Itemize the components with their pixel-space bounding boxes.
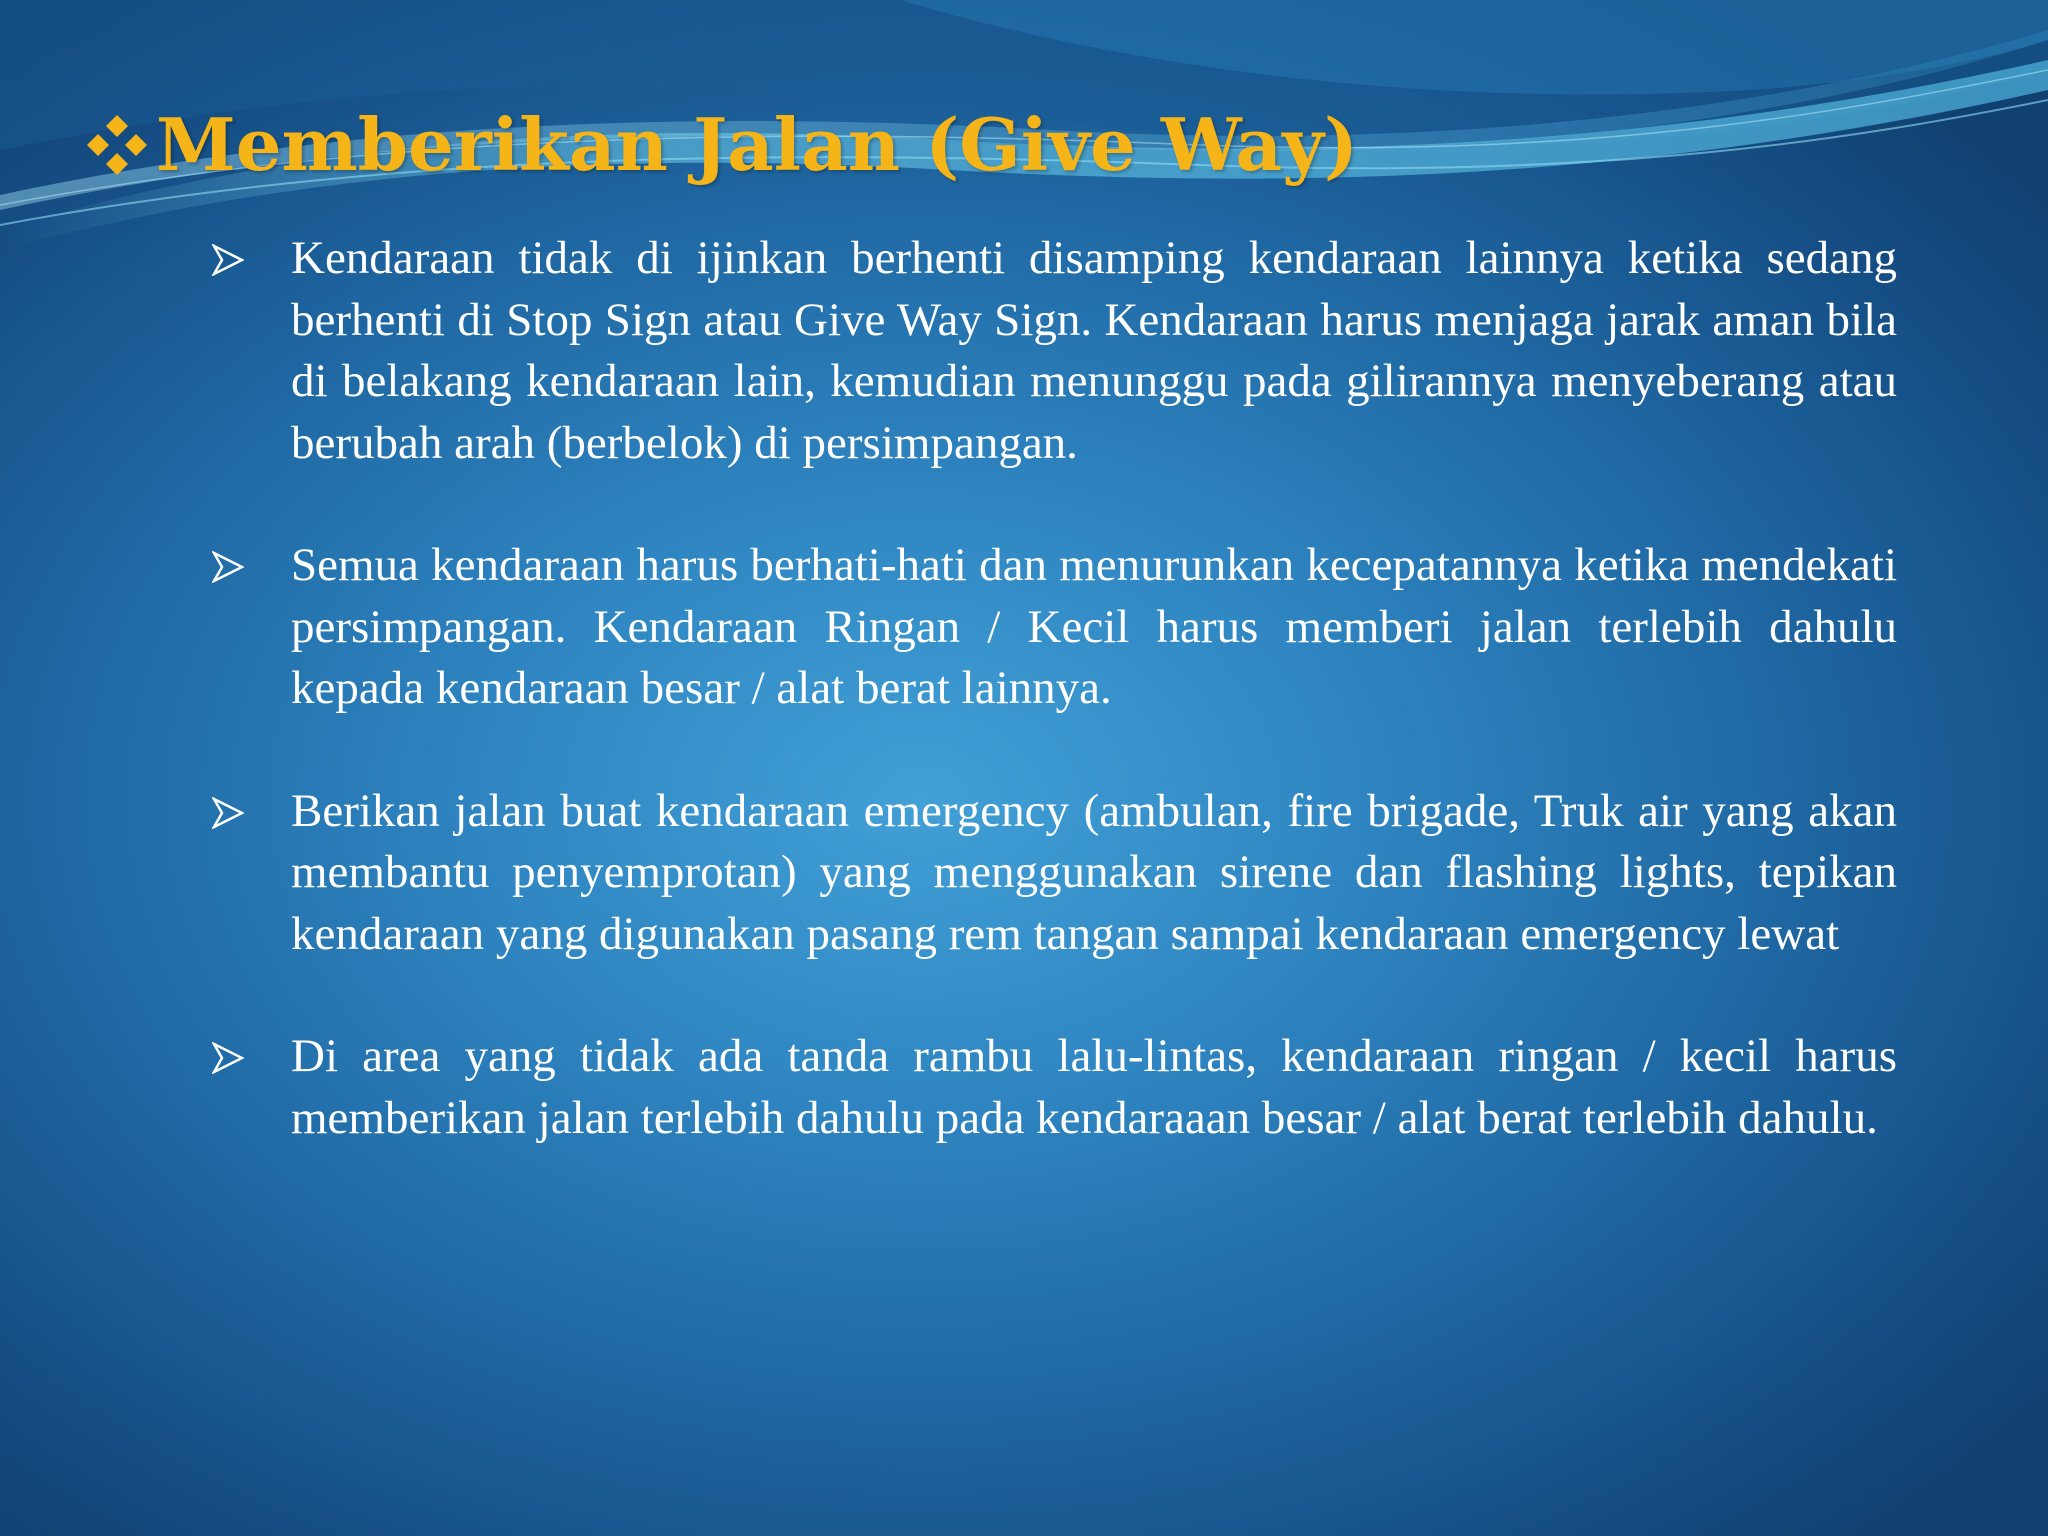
list-item [212, 535, 1897, 720]
bullet-text: Semua kendaraan harus berhati-hati dan menurunkan kecepatannya ketika mendekati persimpangan. Kendaraan Ringan / Kecil harus memberi jalan terlebih dahulu kepada kendaraan besar / alat berat lainnya. [291, 539, 1897, 714]
bullet-text: Berikan jalan buat kendaraan emergency (ambulan, fire brigade, Truk air yang akan membantu penyemprotan) yang menggunakan sirene dan flashing lights, tepikan kendaraan yang digunakan pasang rem tangan sampai kendaraan emergency lewat [291, 784, 1897, 960]
bullet-text: Di area yang tidak ada tanda rambu lalu-lintas, kendaraan ringan / kecil harus memberikan jalan terlebih dahulu pada kendaraaan besar / alat berat terlebih dahulu. [291, 1030, 1897, 1144]
arrowhead-right-icon [212, 551, 244, 583]
bullet-text: Kendaraan tidak di ijinkan berhenti disamping kendaraan lainnya ketika sedang berhenti di Stop Sign atau Give Way Sign. Kendaraan harus menjaga jarak aman bila di belakang kendaraan lain, kemudian menunggu pada gilirannya menyeberang atau berubah arah (berbelok) di persimpangan. [291, 232, 1897, 469]
arrowhead-right-icon [212, 244, 244, 276]
list-item [212, 228, 1897, 474]
four-diamond-icon [84, 112, 150, 178]
title-text: Memberikan Jalan (Give Way) [156, 102, 1358, 187]
list-item [212, 781, 1897, 966]
bullet-list [212, 228, 1897, 1210]
arrowhead-right-icon [212, 797, 244, 829]
list-item [212, 1026, 1897, 1149]
page-title [84, 100, 1358, 190]
arrowhead-right-icon [212, 1042, 244, 1074]
